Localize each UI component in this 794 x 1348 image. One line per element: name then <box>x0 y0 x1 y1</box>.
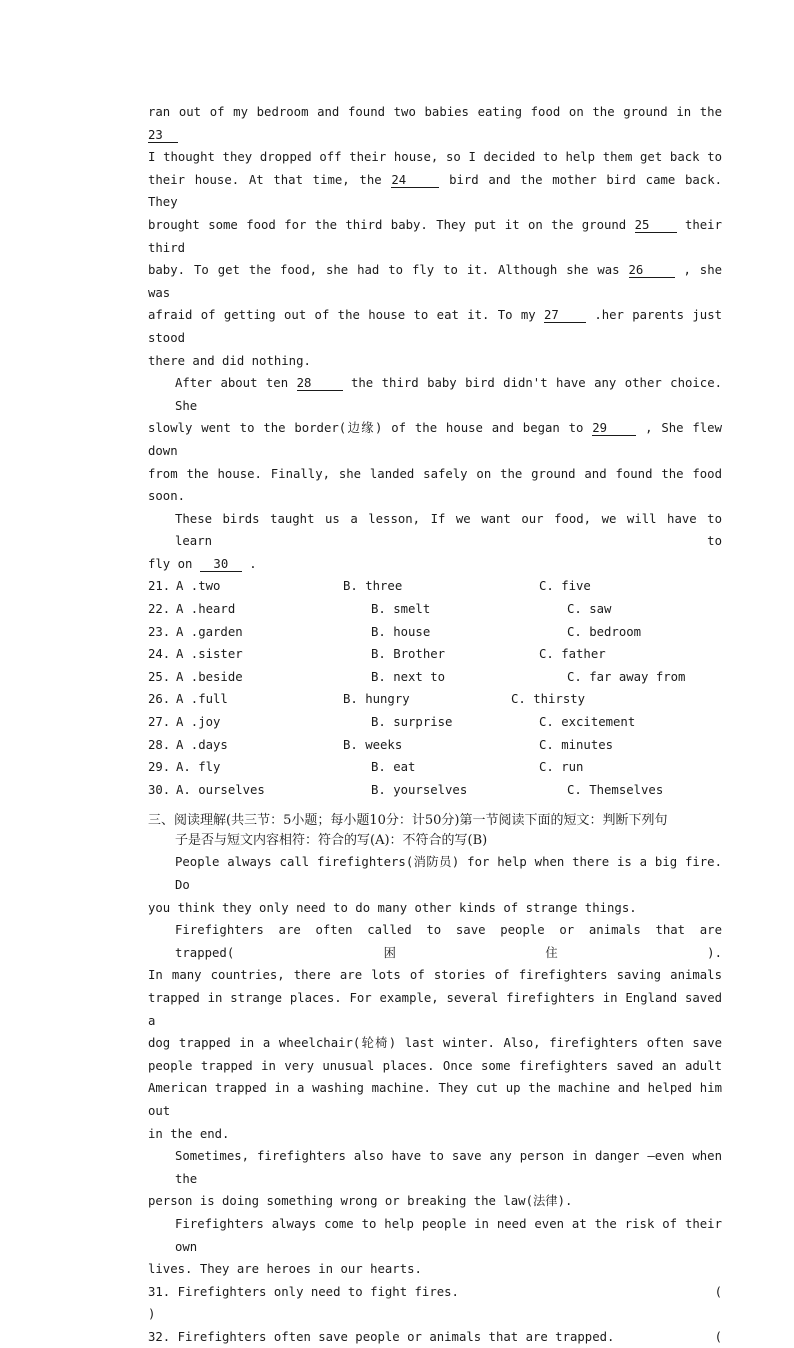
option-row-24: 24. A .sister B. Brother C. father <box>148 647 606 662</box>
answer-paren-close[interactable]: ) <box>148 1307 156 1322</box>
option-row-28: 28. A .days B. weeks C. minutes <box>148 737 614 752</box>
passage2-line: People always call firefighters(消防员) for help when there is a big fire. Do <box>175 855 722 892</box>
section-heading: 三、阅读理解(共三节：5小题；每小题10分：计50分)第一节阅读下面的短文：判断下列句 子是否与短文内容相符：符合的写(A)：不符合的写(B) <box>148 813 668 849</box>
blank-27[interactable]: 27 <box>544 308 586 323</box>
answer-paren-open[interactable]: ( <box>714 1329 722 1344</box>
passage1-line: from the house. Finally, she landed safely on the ground and found the food soon. <box>148 466 722 504</box>
answer-paren-open[interactable]: ( <box>714 1284 722 1299</box>
passage2-line: Firefighters are often called to save people or animals that are trapped(困住). <box>175 923 722 960</box>
question-31: 31. Firefighters only need to fight fires. ( <box>148 1281 722 1304</box>
question-31-cont <box>148 1303 722 1326</box>
document-page <box>148 101 722 1348</box>
passage2-line: In many countries, there are lots of stories of firefighters saving animals <box>148 968 722 983</box>
passage2-line: person is doing something wrong or breaking the law(法律). <box>148 1194 573 1209</box>
option-row-26: 26. A .full B. hungry C. thirsty <box>148 692 586 707</box>
passage2-line: lives. They are heroes in our hearts. <box>148 1262 422 1277</box>
blank-26[interactable]: 26 <box>629 263 675 278</box>
passage2-line: you think they only need to do many other kinds of strange things. <box>148 900 637 915</box>
option-row-27: 27. A .joy B. surprise C. excitement <box>148 715 636 730</box>
passage1-line: there and did nothing. <box>148 353 311 368</box>
passage2-line: people trapped in very unusual places. Once some firefighters saved an adult <box>148 1058 722 1073</box>
blank-23[interactable]: 23 <box>148 128 178 143</box>
passage1-line: their house. At that time, the 24 bird and the mother bird came back. They <box>148 172 723 210</box>
blank-24[interactable]: 24 <box>391 173 439 188</box>
blank-29[interactable]: 29 <box>592 421 636 436</box>
passage2-line: trapped in strange places. For example, several firefighters in England saved a <box>148 990 722 1028</box>
passage1-line: slowly went to the border(边缘) of the house and began to 29 , She flew down <box>148 421 722 458</box>
option-row-30: 30. A. ourselves B. yourselves C. Themselves <box>148 782 664 797</box>
option-row-23: 23. A .garden B. house C. bedroom <box>148 624 642 639</box>
passage1-line: After about ten 28 the third baby bird didn't have any other choice. She <box>175 376 723 413</box>
passage2-line: Sometimes, firefighters also have to save any person in danger —even when the <box>175 1149 722 1186</box>
passage1-line: ran out of my bedroom and found two babies eating food on the ground in the 23 <box>148 105 722 142</box>
passage2-line: dog trapped in a wheelchair(轮椅) last winter. Also, firefighters often save <box>148 1036 722 1051</box>
option-row-25: 25. A .beside B. next to C. far away from <box>148 669 686 684</box>
passage1-line: I thought they dropped off their house, so I decided to help them get back to <box>148 150 722 165</box>
option-row-29: 29. A. fly B. eat C. run <box>148 760 584 775</box>
option-row-21: 21. A .two B. three C. five <box>148 579 591 594</box>
blank-30[interactable]: 30 <box>200 557 242 572</box>
blank-25[interactable]: 25 <box>635 218 677 233</box>
passage1-line: brought some food for the third baby. They put it on the ground 25 their third <box>148 217 722 255</box>
option-row-22: 22. A .heard B. smelt C. saw <box>148 602 612 617</box>
passage2-line: American trapped in a washing machine. They cut up the machine and helped him out <box>148 1081 722 1118</box>
passage2-line: in the end. <box>148 1126 230 1141</box>
passage2-line: Firefighters always come to help people in need even at the risk of their own <box>175 1216 722 1254</box>
passage1-line: baby. To get the food, she had to fly to it. Although she was 26 , she was <box>148 263 723 300</box>
blank-28[interactable]: 28 <box>297 376 343 391</box>
question-32: 32. Firefighters often save people or animals that are trapped. ( <box>148 1326 722 1348</box>
passage1-line: afraid of getting out of the house to eat it. To my 27 .her parents just stood <box>148 308 723 345</box>
passage1-line: fly on 30 . <box>148 556 257 571</box>
passage1-line: These birds taught us a lesson, If we want our food, we will have to learn to <box>175 511 722 549</box>
